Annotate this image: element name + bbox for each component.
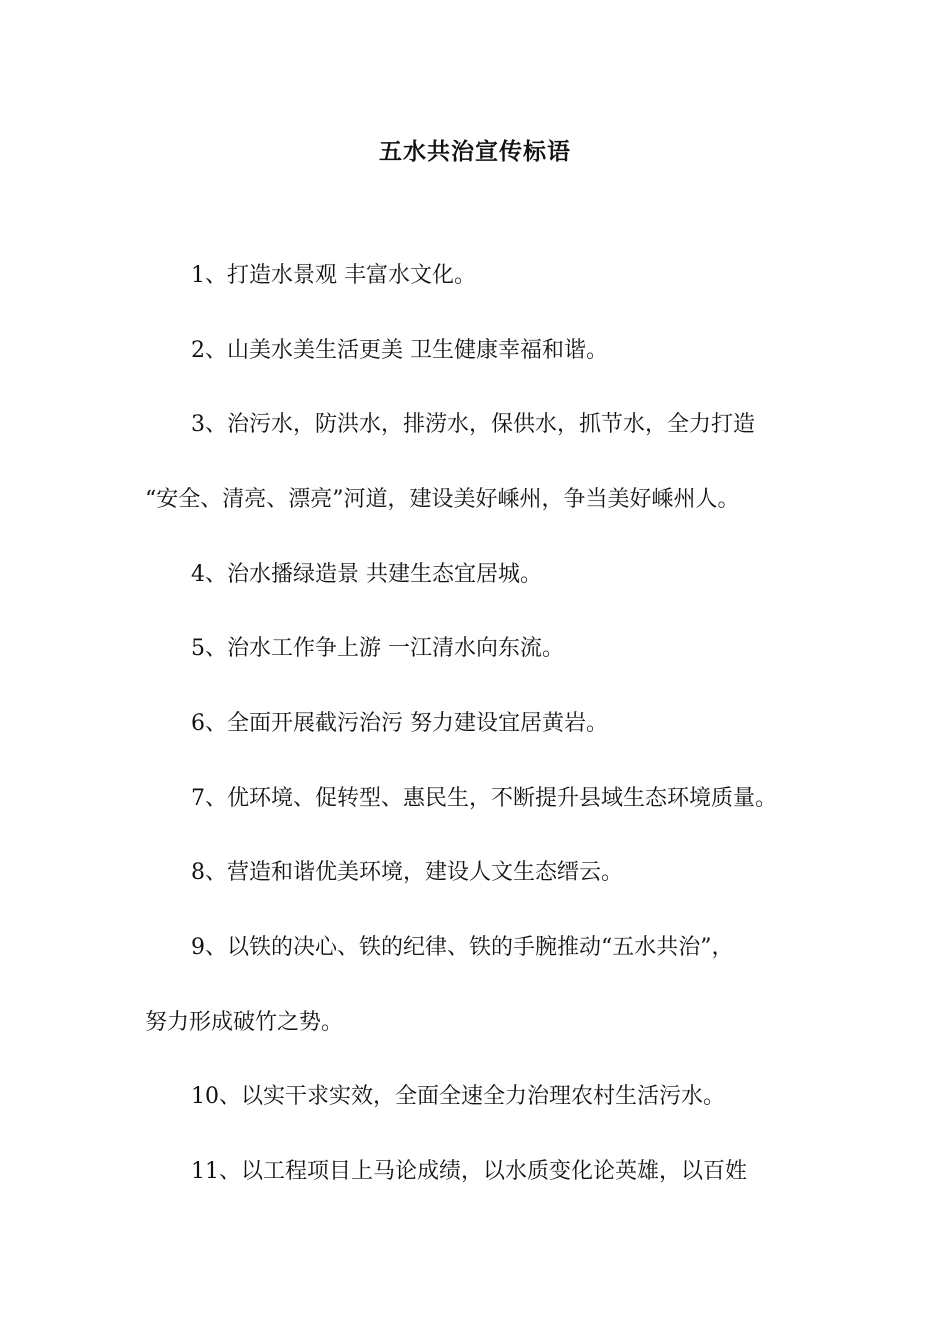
document-title: 五水共治宣传标语 [379,139,571,165]
slogan-line-4: 4、治水播绿造景 共建生态宜居城。 [191,562,542,587]
slogan-line-7: 7、优环境、促转型、惠民生，不断提升县域生态环境质量。 [191,786,777,811]
slogan-line-11: 11、以工程项目上马论成绩，以水质变化论英雄，以百姓 [191,1159,747,1184]
slogan-line-9-continued: 努力形成破竹之势。 [145,1010,344,1035]
slogan-line-5: 5、治水工作争上游 一江清水向东流。 [191,636,564,661]
slogan-line-1: 1、打造水景观 丰富水文化。 [191,263,476,288]
slogan-line-9: 9、以铁的决心、铁的纪律、铁的手腕推动“五水共治”， [191,935,734,960]
slogan-line-10: 10、以实干求实效，全面全速全力治理农村生活污水。 [191,1084,725,1109]
slogan-line-6: 6、全面开展截污治污 努力建设宜居黄岩。 [191,711,608,736]
slogan-line-3-continued: “安全、清亮、漂亮”河道，建设美好嵊州，争当美好嵊州人。 [145,487,740,512]
slogan-line-3: 3、治污水，防洪水，排涝水，保供水，抓节水，全力打造 [191,412,755,437]
slogan-line-2: 2、山美水美生活更美 卫生健康幸福和谐。 [191,338,608,363]
slogan-line-8: 8、营造和谐优美环境，建设人文生态缙云。 [191,860,623,885]
